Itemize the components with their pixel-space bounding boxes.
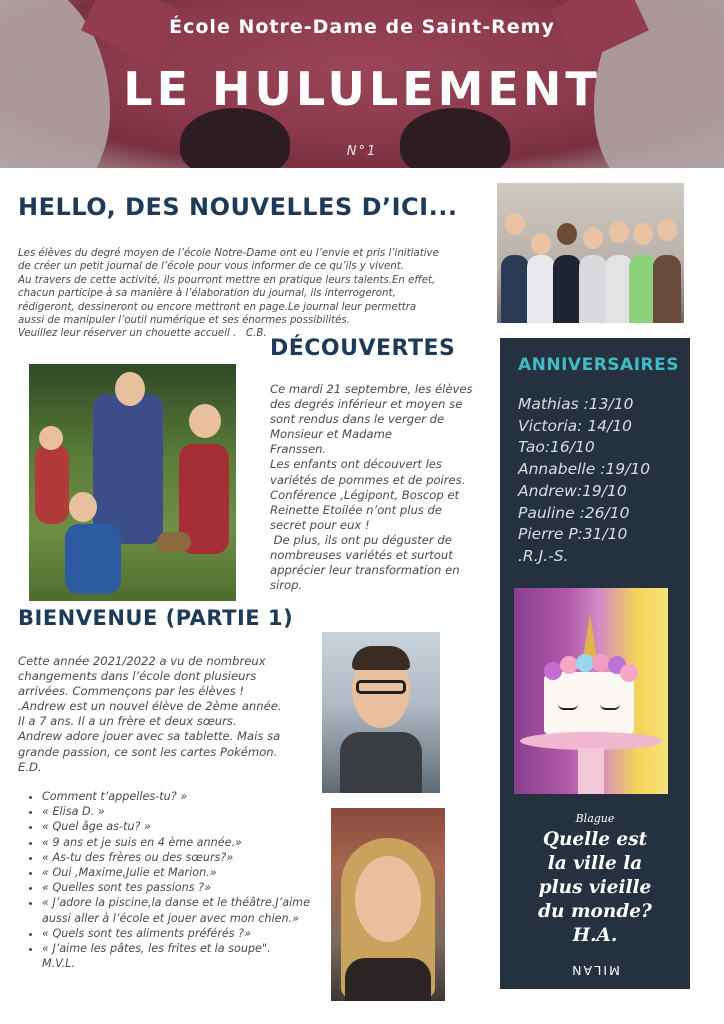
- joke-answer: MILAN: [570, 963, 620, 978]
- list-item: • « Elisa D. »: [42, 804, 314, 819]
- list-item: Annabelle :19/10: [518, 460, 651, 479]
- class-group-photo: [497, 183, 684, 323]
- header-banner: [0, 0, 724, 168]
- birthdays-title: ANNIVERSAIRES: [518, 355, 679, 375]
- hello-title: HELLO, DES NOUVELLES D’ICI...: [18, 193, 458, 221]
- interview-list: [24, 789, 314, 971]
- list-item: • « Quels sont tes aliments préférés ?»: [42, 926, 314, 941]
- school-name: École Notre-Dame de Saint-Remy: [169, 16, 555, 38]
- bienvenue-article: Cette année 2021/2022 a vu de nombreux changements dans l’école dont plusieurs arrivées. Commençons par les élèves ! .Andrew est un nouvel élève de 2ème année. Il a 7 ans. Il a un frère et deux sœurs. Andrew adore jouer avec sa tablette. Mais sa grande passion, ce sont les cartes Pokémon. E.D.: [18, 654, 282, 774]
- decouvertes-article: Ce mardi 21 septembre, les élèves des degrés inférieur et moyen se sont rendus dans le verger de Monsieur et Madame Franssen. Les enfants ont découvert les variétés de pommes et de poires. Conférence ,Légipont, Boscop et Reinette Etoilée n’ont plus de secret pour eux ! De plus, ils ont pu déguster de nombreuses variétés et surtout apprécier leur transformation en sirop.: [270, 382, 473, 593]
- list-item: Tao:16/10: [518, 438, 595, 457]
- list-item: • « J’adore la piscine,la danse et le théâtre.J’aime aussi aller à l’école et jouer avec mon chien.»: [42, 895, 314, 925]
- decouvertes-title: DÉCOUVERTES: [270, 336, 456, 361]
- list-item: • « As-tu des frères ou des sœurs?»: [42, 850, 314, 865]
- list-item: • Comment t’appelles-tu? »: [42, 789, 314, 804]
- newspaper-masthead: LE HULULEMENT: [123, 62, 601, 116]
- sidebar: [500, 338, 690, 989]
- joke-label: Blague: [575, 812, 615, 825]
- list-item: Pierre P:31/10: [518, 525, 628, 544]
- list-item: • « Quel âge as-tu? »: [42, 819, 314, 834]
- birthdays-list: [518, 394, 650, 568]
- joke-text: Quelle est la ville la plus vieille du monde? H.A.: [538, 829, 652, 946]
- unicorn-cake-photo: [514, 588, 668, 794]
- orchard-photo: [29, 364, 236, 601]
- list-item: • « J’aime les pâtes, les frites et la soupe".: [42, 941, 314, 956]
- list-item: • « Quelles sont tes passions ?»: [42, 880, 314, 895]
- bienvenue-title: BIENVENUE (PARTIE 1): [18, 606, 294, 630]
- list-item: Pauline :26/10: [518, 503, 630, 522]
- list-item: Mathias :13/10: [518, 395, 634, 413]
- list-item: Andrew:19/10: [518, 481, 627, 500]
- list-item: • « 9 ans et je suis en 4 ème année.»: [42, 835, 314, 850]
- issue-number: N°1: [346, 144, 378, 159]
- hello-article: Les élèves du degré moyen de l’école Notre-Dame ont eu l’envie et pris l’initiative de créer un petit journal de l’école pour vous informer de ce qu’ils y vivent. Au travers de cette activité, ils pourront mettre en pratique leurs talents.En effet, chacun participe à sa manière à l’élaboration du journal, ils interrogeront, rédigeront, dessineront ou encore mettront en page.Le journal leur permettra aussi de manipuler l’outil numérique et ses énormes possibilités. Veuillez leur réserver un chouette accueil . C.B.: [18, 248, 439, 340]
- list-item: Victoria: 14/10: [518, 416, 632, 435]
- list-item: • « Oui ,Maxime,Julie et Marion.»: [42, 865, 314, 880]
- elisa-photo: [331, 808, 445, 1001]
- andrew-photo: [322, 632, 440, 793]
- interview-signature: M.V.L.: [42, 957, 75, 971]
- list-item: .R.J.-S.: [518, 546, 569, 565]
